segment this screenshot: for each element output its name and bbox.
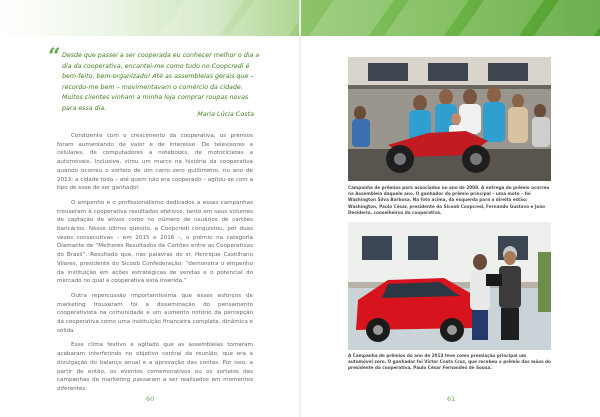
photo-car-image — [348, 222, 551, 350]
paragraph: Condizente com o crescimento da cooperativa, os prêmios foram aumentando de valor e de interesse. De televisores a celulares, de computadores a notebooks, de motocicletas a automóveis. Inclusive, virou um marco na história da cooperativa quando ocorreu o sorteio de um carro zero quilômetro, no ano de 2013: a cidade toda – até quem não era cooperado – agitou-se com a tipo de esse de ser ganhador. — [57, 133, 253, 192]
quote-author: Maria Lúcia Costa — [197, 110, 254, 118]
photo-award-motorcycle — [348, 57, 551, 181]
pull-quote: Desde que passei a ser cooperada eu conhecer melhor o dia a dia da cooperativa, encantei-me como tudo no Coopcredi é bem-feito, bem-organizado! Até as assembleias gerais que – recordo-me bem – movimentavam o comércio da cidade. Muitos clientes vinham a minha loja comprar roupas novas para essa dia. — [62, 52, 260, 112]
photo-caption-1: Campanha de prêmios para associados no ano de 2008. A entrega do prêmio ocorreu na Assembleia daquele ano. O ganhador do prêmio principal – uma moto – foi Washington Silva Barbosa. Na foto acima, da esquerda para a direita estão: Washington, Paulo César, presidente do Sicoob Coopcred, Fernando Gustavo e João Desiderio, conselheiros da cooperativa. — [348, 185, 550, 215]
page-gutter — [299, 0, 301, 417]
page-number-right: 61 — [447, 395, 456, 403]
photo-motorcycle-image — [348, 57, 551, 181]
photo-award-car — [348, 222, 551, 350]
quote-mark-icon: “ — [48, 44, 61, 70]
paragraph: Outra repercussão importantíssima que esses esforços de marketing trouxeram foi a disseminação do pensamento cooperativista na comunidade e um aumento notório da percepção da cooperativa como uma instituição financeira completa, dinâmica e sólida. — [57, 292, 253, 334]
paragraph: O empenho e o profissionalismo dedicados a essas campanhas trouxeram à cooperativa resultados efetivos, tanto em seus volumes de captação de ativos como no número de usuários de cartões bancários. Nesse último quesito, a Coopcredi conquistou, por duas vezes consecutivas – em 2015 e 2016 –, o prêmio na categoria Diamante de “Melhores Resultados de Cartões entre as Cooperativas do Brasil”. Resultado que, nas palavras do sr. Henrique Castilhano Vilares, presidente do Sicoob Confederação: “demonstra o empenho da instituição em ações estratégicas de vendas e o potencial do mercado no qual a cooperativa está inserida.” — [57, 199, 253, 285]
paragraph: Esse clima festivo e agitado que as assembleias tomaram acabaram interferindo no objetivo central da reunião, que era a divulgação do balanço anual e a aprovação das contas. Por isso, a partir de então, os eventos comemorativos ou os sorteios das campanhas de marketing passaram a ser realizados em momentos diferentes. — [57, 342, 253, 392]
header-band-left — [0, 0, 300, 36]
body-text — [57, 132, 253, 400]
page-number-left: 60 — [146, 395, 155, 403]
header-band-right — [300, 0, 600, 36]
photo-caption-2: A Campanha de prêmios do ano de 2013 teve como premiação principal um automóvel zero. O ganhador foi Victor Costa Cruz, que recebeu o prêmio das mãos do presidente da cooperativa, Paulo César Fernandes de Sousa. — [348, 353, 551, 371]
